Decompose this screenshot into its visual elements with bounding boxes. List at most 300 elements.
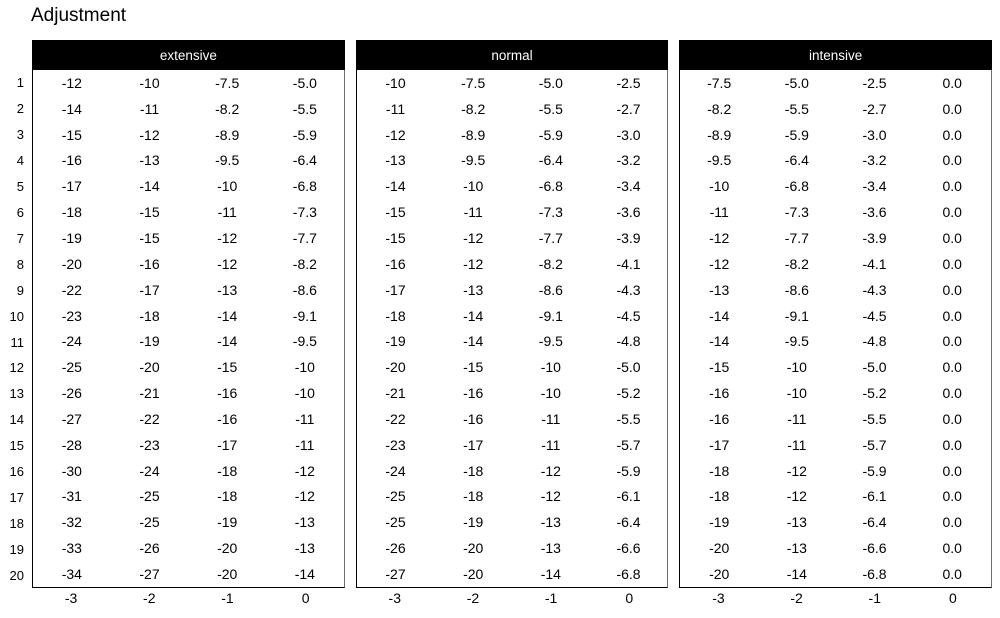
table-row — [680, 432, 991, 458]
row-label: 16 — [9, 464, 24, 480]
value-cell: -9.1 — [538, 307, 563, 324]
row-label: 12 — [9, 360, 24, 376]
value-cell: -15 — [217, 359, 238, 376]
value-cell: -13 — [385, 152, 406, 169]
value-cell: -17 — [61, 178, 82, 195]
table-row — [33, 509, 344, 535]
value-cell: -14 — [385, 178, 406, 195]
value-cell: -32 — [61, 514, 82, 531]
row-label: 15 — [9, 438, 24, 454]
value-cell: -20 — [709, 565, 730, 582]
table-row — [680, 354, 991, 380]
value-cell: -31 — [61, 488, 82, 505]
table-row — [357, 406, 668, 432]
value-cell: -9.5 — [707, 152, 732, 169]
value-cell: -6.6 — [862, 540, 887, 557]
value-cell: -26 — [139, 540, 160, 557]
x-axis-tick-label: -3 — [64, 590, 78, 606]
value-cell: -7.3 — [538, 204, 563, 221]
value-cell: -14 — [61, 100, 82, 117]
panel-table — [356, 70, 669, 588]
table-row — [357, 561, 668, 587]
table-row — [357, 173, 668, 199]
value-cell: -20 — [463, 565, 484, 582]
value-cell: -12 — [139, 126, 160, 143]
value-cell: -13 — [139, 152, 160, 169]
value-cell: -5.5 — [538, 100, 563, 117]
value-cell: -4.1 — [616, 255, 641, 272]
table-row — [357, 251, 668, 277]
value-cell: -23 — [139, 436, 160, 453]
value-cell: -5.5 — [292, 100, 317, 117]
panel-extensive — [32, 40, 345, 614]
value-cell: -11 — [541, 436, 561, 453]
x-axis-tick-label: -3 — [712, 590, 725, 606]
value-cell: -10 — [139, 74, 160, 91]
table-row — [680, 173, 991, 199]
value-cell: -5.5 — [784, 100, 809, 117]
value-cell: -4.1 — [862, 255, 887, 272]
row-label: 9 — [16, 282, 24, 298]
value-cell: -7.3 — [292, 204, 317, 221]
table-row — [680, 380, 991, 406]
table-row — [33, 406, 344, 432]
value-cell: -4.3 — [616, 281, 641, 298]
value-cell: -3.0 — [616, 126, 641, 143]
value-cell: -8.9 — [215, 126, 240, 143]
value-cell: -16 — [709, 410, 730, 427]
x-axis-tick-label: -1 — [868, 590, 881, 606]
value-cell: -3.0 — [862, 126, 887, 143]
panel-normal — [356, 40, 669, 614]
value-cell: 0.0 — [942, 74, 962, 91]
value-cell: -24 — [139, 462, 160, 479]
table-row — [680, 406, 991, 432]
value-cell: -19 — [61, 229, 82, 246]
value-cell: -14 — [217, 307, 238, 324]
value-cell: -11 — [139, 100, 160, 117]
value-cell: -3.4 — [862, 178, 887, 195]
table-row — [357, 328, 668, 354]
value-cell: -6.8 — [862, 565, 887, 582]
table-row — [680, 148, 991, 174]
value-cell: -18 — [385, 307, 406, 324]
value-cell: -12 — [463, 255, 484, 272]
panel-title: extensive — [32, 40, 345, 70]
value-cell: -9.5 — [461, 152, 486, 169]
value-cell: -5.2 — [862, 385, 887, 402]
value-cell: -2.5 — [616, 74, 641, 91]
table-row — [357, 535, 668, 561]
value-cell: -20 — [385, 359, 406, 376]
value-cell: -9.1 — [292, 307, 317, 324]
value-cell: -12 — [786, 462, 807, 479]
value-cell: -10 — [786, 385, 807, 402]
value-cell: 0.0 — [942, 100, 962, 117]
value-cell: -6.8 — [616, 565, 641, 582]
value-cell: -10 — [217, 178, 238, 195]
value-cell: -28 — [61, 436, 82, 453]
value-cell: -25 — [385, 488, 406, 505]
table-row — [33, 173, 344, 199]
row-label: 14 — [9, 412, 24, 428]
value-cell: -15 — [139, 204, 160, 221]
value-cell: -13 — [217, 281, 238, 298]
value-cell: -8.2 — [707, 100, 732, 117]
table-row — [33, 199, 344, 225]
value-cell: -5.2 — [616, 385, 641, 402]
row-label: 10 — [9, 308, 24, 324]
value-cell: -19 — [385, 333, 406, 350]
value-cell: -14 — [709, 307, 730, 324]
row-label: 8 — [16, 256, 24, 272]
value-cell: -19 — [217, 514, 238, 531]
value-cell: -10 — [294, 385, 315, 402]
value-cell: -5.9 — [538, 126, 563, 143]
value-cell: -11 — [217, 204, 237, 221]
value-cell: -18 — [217, 488, 238, 505]
value-cell: -15 — [463, 359, 484, 376]
value-cell: -5.0 — [784, 74, 809, 91]
value-cell: -5.0 — [862, 359, 887, 376]
row-label: 19 — [9, 541, 24, 557]
table-row — [680, 458, 991, 484]
value-cell: -12 — [61, 74, 82, 91]
value-cell: -6.8 — [538, 178, 563, 195]
value-cell: -18 — [709, 462, 730, 479]
value-cell: -25 — [139, 488, 160, 505]
table-row — [357, 122, 668, 148]
value-cell: -16 — [217, 410, 238, 427]
value-cell: -11 — [295, 436, 315, 453]
x-axis-tick-label: 0 — [301, 590, 310, 606]
value-cell: 0.0 — [942, 178, 962, 195]
table-row — [357, 432, 668, 458]
value-cell: -25 — [385, 514, 406, 531]
row-label: 2 — [16, 101, 24, 117]
row-label: 5 — [16, 179, 24, 195]
value-cell: -8.2 — [215, 100, 240, 117]
table-row — [357, 303, 668, 329]
value-cell: -12 — [294, 488, 315, 505]
value-cell: -10 — [540, 359, 561, 376]
value-cell: -6.4 — [292, 152, 317, 169]
value-cell: -23 — [385, 436, 406, 453]
value-cell: -13 — [294, 514, 315, 531]
value-cell: -19 — [139, 333, 160, 350]
value-cell: -20 — [463, 540, 484, 557]
table-row — [33, 303, 344, 329]
value-cell: 0.0 — [942, 436, 962, 453]
value-cell: -16 — [385, 255, 406, 272]
value-cell: -12 — [217, 255, 238, 272]
panels — [32, 40, 992, 614]
value-cell: -25 — [139, 514, 160, 531]
x-axis-tick-label: -1 — [221, 590, 234, 606]
value-cell: -3.9 — [616, 229, 641, 246]
row-label-gutter — [0, 70, 28, 588]
value-cell: -8.9 — [707, 126, 732, 143]
value-cell: -18 — [217, 462, 238, 479]
value-cell: -4.3 — [862, 281, 887, 298]
panel-title: intensive — [679, 40, 992, 70]
value-cell: -17 — [385, 281, 406, 298]
value-cell: -13 — [540, 514, 561, 531]
table-row — [33, 96, 344, 122]
panel-intensive — [679, 40, 992, 614]
row-label: 4 — [16, 153, 24, 169]
table-row — [33, 561, 344, 587]
value-cell: -20 — [709, 540, 730, 557]
value-cell: -19 — [463, 514, 484, 531]
value-cell: -10 — [709, 178, 730, 195]
value-cell: -20 — [139, 359, 160, 376]
value-cell: -27 — [61, 410, 82, 427]
x-axis-tick-label: 0 — [949, 590, 957, 606]
value-cell: -5.0 — [616, 359, 641, 376]
value-cell: -25 — [61, 359, 82, 376]
value-cell: -8.6 — [784, 281, 809, 298]
value-cell: -12 — [709, 229, 730, 246]
table-row — [33, 148, 344, 174]
row-label: 17 — [9, 489, 24, 505]
value-cell: 0.0 — [942, 488, 962, 505]
table-row — [357, 458, 668, 484]
value-cell: -6.4 — [784, 152, 809, 169]
value-cell: -5.5 — [862, 410, 887, 427]
value-cell: -3.2 — [862, 152, 887, 169]
value-cell: -11 — [385, 100, 406, 117]
value-cell: 0.0 — [942, 307, 962, 324]
table-row — [680, 561, 991, 587]
value-cell: -7.5 — [461, 74, 486, 91]
panel-table — [32, 70, 345, 588]
x-axis-tick-label: -1 — [544, 590, 558, 606]
value-cell: -9.5 — [215, 152, 240, 169]
x-axis-tick-label: -2 — [466, 590, 480, 606]
value-cell: -2.7 — [862, 100, 887, 117]
table-row — [680, 199, 991, 225]
value-cell: -3.2 — [616, 152, 641, 169]
value-cell: -15 — [385, 204, 406, 221]
x-axis-tick-label: -2 — [790, 590, 803, 606]
table-row — [33, 458, 344, 484]
value-cell: -26 — [61, 385, 82, 402]
value-cell: -16 — [139, 255, 160, 272]
value-cell: 0.0 — [942, 359, 962, 376]
value-cell: -22 — [139, 410, 160, 427]
table-row — [357, 277, 668, 303]
value-cell: -8.2 — [784, 255, 809, 272]
value-cell: -8.6 — [292, 281, 317, 298]
table-row — [680, 303, 991, 329]
value-cell: -10 — [385, 74, 406, 91]
row-label: 1 — [16, 75, 24, 91]
value-cell: -11 — [541, 410, 561, 427]
value-cell: -5.7 — [616, 436, 641, 453]
value-cell: 0.0 — [942, 462, 962, 479]
value-cell: -8.6 — [538, 281, 563, 298]
value-cell: -10 — [463, 178, 484, 195]
value-cell: -11 — [787, 410, 807, 427]
value-cell: -5.9 — [784, 126, 809, 143]
row-label: 11 — [10, 334, 24, 350]
value-cell: -12 — [385, 126, 406, 143]
value-cell: 0.0 — [942, 229, 962, 246]
table-row — [357, 199, 668, 225]
value-cell: -6.1 — [862, 488, 887, 505]
table-row — [33, 277, 344, 303]
value-cell: -12 — [540, 488, 561, 505]
value-cell: -7.7 — [538, 229, 563, 246]
value-cell: 0.0 — [942, 410, 962, 427]
value-cell: -5.9 — [862, 462, 887, 479]
value-cell: -3.9 — [862, 229, 887, 246]
x-axis-labels — [32, 588, 345, 614]
value-cell: -13 — [463, 281, 484, 298]
value-cell: -4.5 — [862, 307, 887, 324]
value-cell: -5.9 — [616, 462, 641, 479]
row-label: 7 — [16, 230, 24, 246]
value-cell: 0.0 — [942, 126, 962, 143]
value-cell: -14 — [463, 333, 484, 350]
value-cell: -16 — [463, 410, 484, 427]
value-cell: -16 — [217, 385, 238, 402]
value-cell: -6.4 — [538, 152, 563, 169]
value-cell: -16 — [709, 385, 730, 402]
value-cell: -7.7 — [784, 229, 809, 246]
value-cell: 0.0 — [942, 514, 962, 531]
table-row — [680, 96, 991, 122]
value-cell: -17 — [709, 436, 730, 453]
value-cell: -20 — [217, 540, 238, 557]
table-row — [680, 535, 991, 561]
value-cell: -18 — [463, 488, 484, 505]
value-cell: -33 — [61, 540, 82, 557]
value-cell: -6.8 — [292, 178, 317, 195]
panel-table — [679, 70, 992, 588]
value-cell: -22 — [61, 281, 82, 298]
value-cell: -5.5 — [616, 410, 641, 427]
table-row — [33, 484, 344, 510]
value-cell: -14 — [540, 565, 561, 582]
table-row — [33, 328, 344, 354]
row-label: 20 — [9, 567, 24, 583]
row-label: 3 — [16, 127, 24, 143]
table-row — [680, 484, 991, 510]
value-cell: -3.6 — [862, 204, 887, 221]
table-row — [357, 96, 668, 122]
table-row — [33, 251, 344, 277]
value-cell: -12 — [463, 229, 484, 246]
value-cell: -12 — [217, 229, 238, 246]
table-row — [33, 535, 344, 561]
value-cell: -14 — [709, 333, 730, 350]
value-cell: 0.0 — [942, 152, 962, 169]
value-cell: -16 — [463, 385, 484, 402]
value-cell: -11 — [787, 436, 807, 453]
value-cell: -3.4 — [616, 178, 641, 195]
value-cell: -5.9 — [292, 126, 317, 143]
row-label: 18 — [9, 515, 24, 531]
table-row — [680, 70, 991, 96]
table-row — [33, 380, 344, 406]
table-row — [33, 432, 344, 458]
value-cell: -13 — [786, 514, 807, 531]
value-cell: 0.0 — [942, 204, 962, 221]
value-cell: -6.6 — [616, 540, 641, 557]
table-row — [357, 225, 668, 251]
value-cell: -9.1 — [784, 307, 809, 324]
value-cell: 0.0 — [942, 255, 962, 272]
table-row — [357, 354, 668, 380]
value-cell: -15 — [61, 126, 82, 143]
value-cell: -4.8 — [862, 333, 887, 350]
value-cell: -3.6 — [616, 204, 641, 221]
value-cell: -26 — [385, 540, 406, 557]
value-cell: -12 — [540, 462, 561, 479]
value-cell: -12 — [786, 488, 807, 505]
value-cell: -18 — [709, 488, 730, 505]
table-row — [680, 225, 991, 251]
value-cell: -2.7 — [616, 100, 641, 117]
value-cell: -12 — [709, 255, 730, 272]
value-cell: -12 — [294, 462, 315, 479]
value-cell: 0.0 — [942, 540, 962, 557]
value-cell: 0.0 — [942, 385, 962, 402]
table-row — [357, 148, 668, 174]
value-cell: -17 — [139, 281, 160, 298]
value-cell: 0.0 — [942, 565, 962, 582]
value-cell: -23 — [61, 307, 82, 324]
x-axis-tick-label: 0 — [625, 590, 634, 606]
value-cell: -14 — [294, 565, 315, 582]
value-cell: -10 — [540, 385, 561, 402]
x-axis-tick-label: -2 — [143, 590, 156, 606]
table-row — [357, 509, 668, 535]
x-axis-labels — [679, 588, 992, 614]
panel-title: normal — [356, 40, 669, 70]
value-cell: -15 — [385, 229, 406, 246]
value-cell: -7.5 — [215, 74, 240, 91]
value-cell: -5.0 — [292, 74, 317, 91]
value-cell: -18 — [463, 462, 484, 479]
value-cell: 0.0 — [942, 281, 962, 298]
value-cell: -8.2 — [461, 100, 486, 117]
value-cell: -8.2 — [538, 255, 563, 272]
value-cell: -13 — [786, 540, 807, 557]
value-cell: -14 — [139, 178, 160, 195]
value-cell: -4.8 — [616, 333, 641, 350]
value-cell: -7.7 — [292, 229, 317, 246]
value-cell: -6.4 — [616, 514, 641, 531]
value-cell: -19 — [709, 514, 730, 531]
value-cell: -6.8 — [784, 178, 809, 195]
value-cell: -14 — [463, 307, 484, 324]
value-cell: -10 — [294, 359, 315, 376]
value-cell: -15 — [709, 359, 730, 376]
value-cell: -9.5 — [292, 333, 317, 350]
table-row — [680, 251, 991, 277]
value-cell: -9.5 — [538, 333, 563, 350]
table-row — [680, 509, 991, 535]
value-cell: -20 — [217, 565, 238, 582]
value-cell: -5.7 — [862, 436, 887, 453]
value-cell: 0.0 — [942, 333, 962, 350]
value-cell: -24 — [385, 462, 406, 479]
row-label: 6 — [16, 204, 24, 220]
value-cell: -6.4 — [862, 514, 887, 531]
